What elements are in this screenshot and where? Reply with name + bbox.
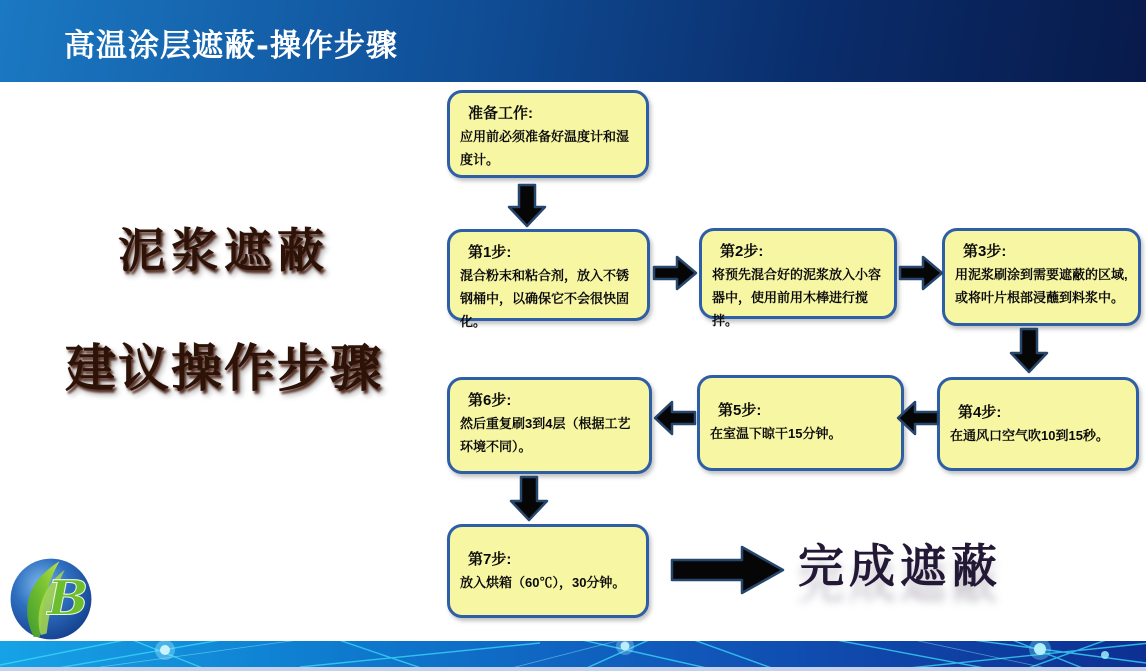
flow-box-body: 将预先混合好的泥浆放入小容器中，使用前用木棒进行搅拌。 <box>712 267 882 328</box>
flow-box-heading: 第6步: <box>468 392 512 409</box>
arrow-left-icon <box>896 399 940 437</box>
flow-box-body: 在室温下晾干15分钟。 <box>710 426 842 441</box>
flow-box-heading: 第5步: <box>718 402 762 419</box>
flow-box-prep <box>447 90 649 178</box>
side-title-line1: 泥浆遮蔽 <box>118 224 330 279</box>
arrow-right-icon <box>652 254 698 292</box>
flow-box-step-6 <box>447 377 652 474</box>
arrow-down-icon <box>508 475 550 522</box>
arrow-down-icon <box>506 183 548 228</box>
finish-label: 完成遮蔽 <box>798 539 1002 593</box>
header-bar <box>0 0 1146 82</box>
flow-box-step-7 <box>447 524 649 618</box>
flow-box-step-5 <box>697 375 904 471</box>
slide-title: 高温涂层遮蔽-操作步骤 <box>64 28 398 64</box>
footer-band <box>0 641 1146 667</box>
flow-box-heading: 第2步: <box>720 243 764 260</box>
flow-box-step-2 <box>699 228 897 328</box>
company-logo-icon <box>6 556 96 642</box>
svg-text:B: B <box>47 570 89 627</box>
flow-box-body: 放入烘箱（60℃），30分钟。 <box>460 575 626 590</box>
network-pattern-icon <box>0 641 1146 667</box>
flow-box-heading: 准备工作: <box>468 105 533 122</box>
footer-bottom-line <box>0 667 1146 671</box>
flow-box-body: 用泥浆刷涂到需要遮蔽的区域,或将叶片根部浸蘸到料浆中。 <box>955 267 1128 305</box>
flow-box-body: 混合粉末和粘合剂，放入不锈钢桶中，以确保它不会很快固化。 <box>460 268 630 329</box>
arrow-left-icon <box>653 399 697 437</box>
side-title-line2: 建议操作步骤 <box>64 339 383 399</box>
flow-box-step-1 <box>447 229 650 329</box>
arrow-down-icon <box>1008 327 1050 374</box>
flow-box-step-4 <box>937 377 1139 471</box>
flow-box-heading: 第1步: <box>468 244 512 261</box>
flow-box-step-3 <box>942 228 1141 326</box>
flow-box-body: 然后重复刷3到4层（根据工艺环境不同）。 <box>460 416 631 454</box>
side-title <box>18 214 430 401</box>
flow-box-body: 应用前必须准备好温度计和湿度计。 <box>460 129 630 167</box>
flow-box-body: 在通风口空气吹10到15秒。 <box>950 428 1109 443</box>
flow-box-heading: 第7步: <box>468 551 512 568</box>
flow-box-heading: 第4步: <box>958 404 1002 421</box>
finish-arrow-icon <box>670 542 786 598</box>
flow-box-heading: 第3步: <box>963 243 1007 260</box>
arrow-right-icon <box>898 254 944 292</box>
